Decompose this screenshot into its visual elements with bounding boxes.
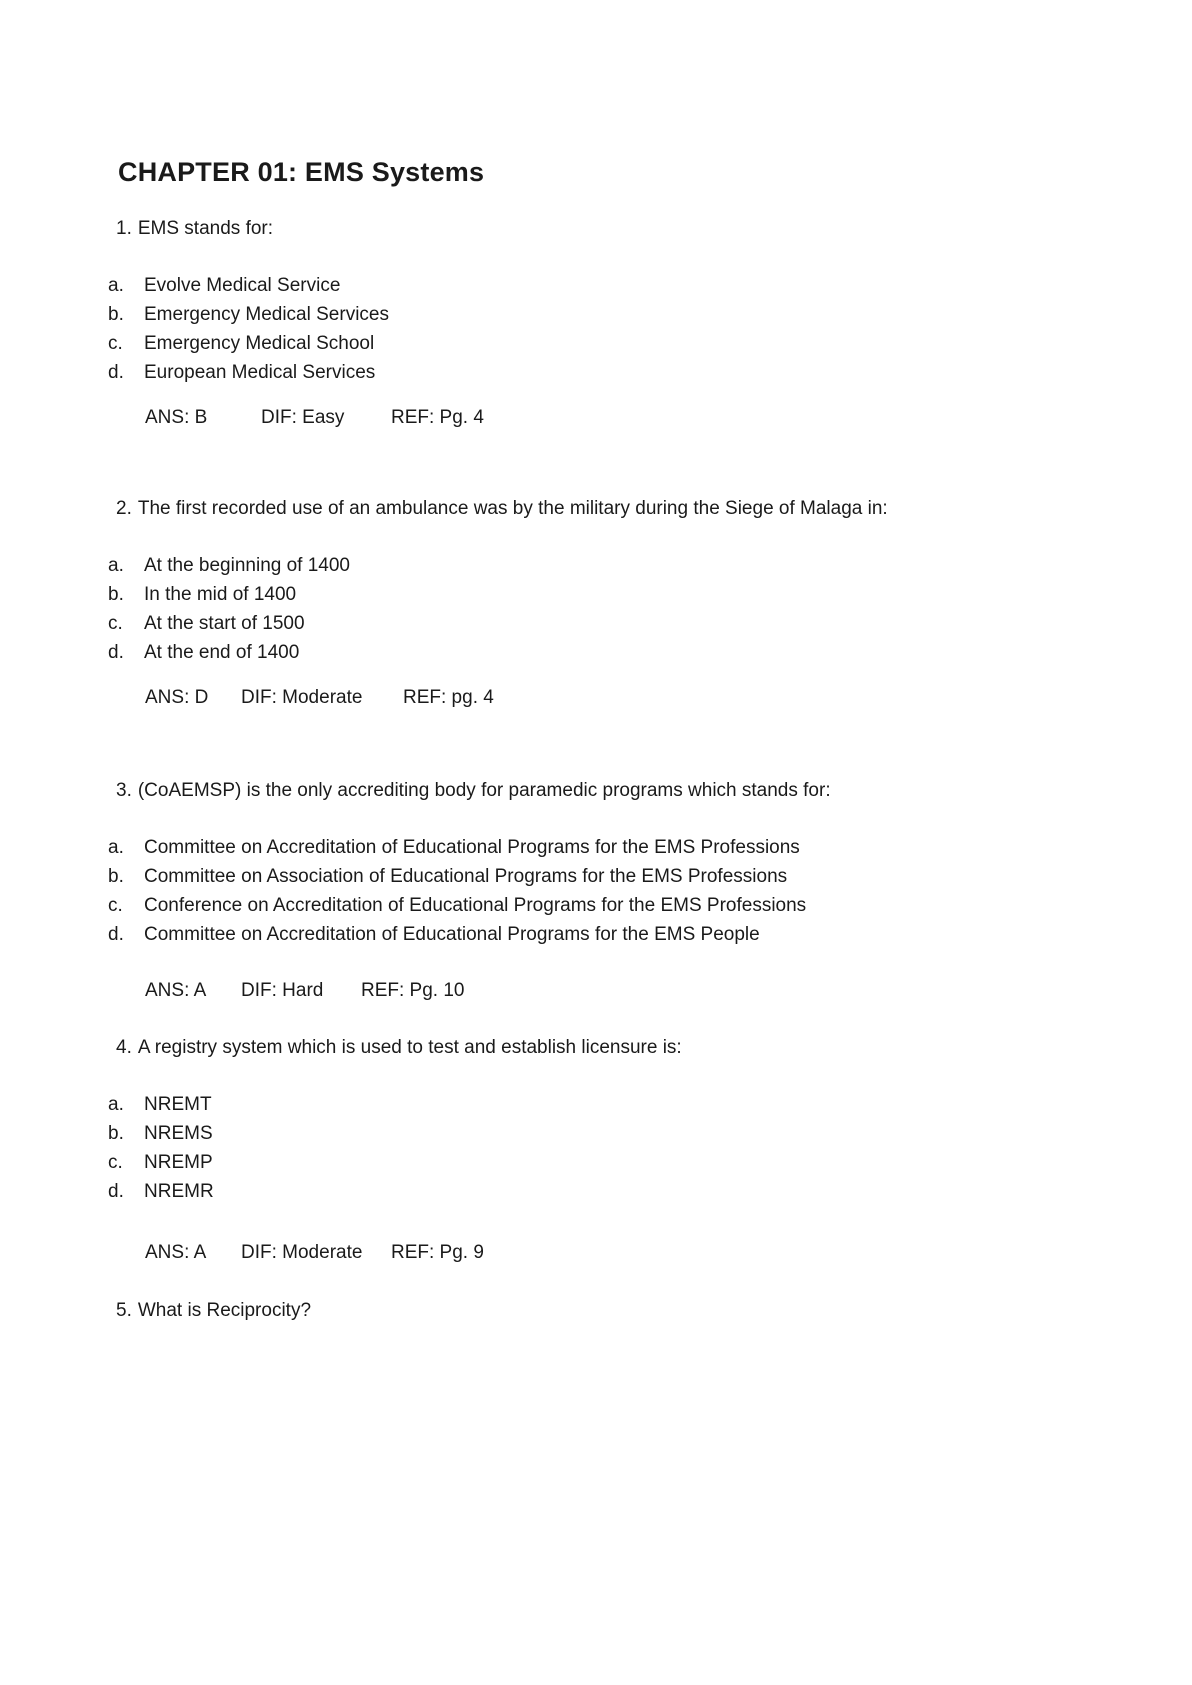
option-letter: a. xyxy=(108,1094,124,1115)
question-4 xyxy=(116,1037,682,1059)
option-3d xyxy=(108,924,760,946)
question-text: EMS stands for: xyxy=(137,218,274,239)
question-text: (CoAEMSP) is the only accrediting body for paramedic programs which stands for: xyxy=(137,780,831,801)
reference-label: REF: Pg. 10 xyxy=(361,980,465,1001)
option-letter: c. xyxy=(108,613,123,634)
option-3b xyxy=(108,866,787,888)
question-number: 2. xyxy=(116,498,132,519)
option-text: Committee on Association of Educational Programs for the EMS Professions xyxy=(144,866,788,887)
reference-label: REF: pg. 4 xyxy=(403,687,494,708)
option-2a xyxy=(108,555,350,577)
option-text: European Medical Services xyxy=(144,362,376,383)
difficulty-label: DIF: Moderate xyxy=(241,1242,363,1263)
option-2c xyxy=(108,613,305,635)
question-text: The first recorded use of an ambulance was by the military during the Siege of Malaga in: xyxy=(137,498,888,519)
answer-label: ANS: A xyxy=(145,1242,207,1263)
option-2b xyxy=(108,584,296,606)
option-text: Committee on Accreditation of Educational Programs for the EMS Professions xyxy=(144,837,800,858)
difficulty-label: DIF: Easy xyxy=(261,407,345,428)
option-3c xyxy=(108,895,806,917)
option-letter: c. xyxy=(108,895,123,916)
option-text: At the beginning of 1400 xyxy=(144,555,351,576)
option-text: NREMS xyxy=(144,1123,213,1144)
option-3a xyxy=(108,837,800,859)
question-text: A registry system which is used to test and establish licensure is: xyxy=(137,1037,682,1058)
question-number: 3. xyxy=(116,780,132,801)
option-4c xyxy=(108,1152,213,1174)
option-letter: b. xyxy=(108,866,124,887)
chapter-title: CHAPTER 01: EMS Systems xyxy=(118,157,485,187)
option-4d xyxy=(108,1181,214,1203)
option-letter: c. xyxy=(108,1152,123,1173)
option-text: NREMT xyxy=(144,1094,212,1115)
option-text: Emergency Medical School xyxy=(144,333,375,354)
option-letter: d. xyxy=(108,362,124,383)
answer-meta-4 xyxy=(145,1242,484,1264)
question-number: 1. xyxy=(116,218,132,239)
option-text: Committee on Accreditation of Educational Programs for the EMS People xyxy=(144,924,760,945)
option-text: At the end of 1400 xyxy=(144,642,300,663)
question-3 xyxy=(116,780,831,802)
answer-meta-2 xyxy=(145,687,494,709)
question-number: 5. xyxy=(116,1300,132,1321)
option-text: NREMR xyxy=(144,1181,214,1202)
answer-label: ANS: D xyxy=(145,687,209,708)
reference-label: REF: Pg. 9 xyxy=(391,1242,484,1263)
question-text: What is Reciprocity? xyxy=(137,1300,312,1321)
option-letter: d. xyxy=(108,924,124,945)
option-letter: a. xyxy=(108,555,124,576)
answer-label: ANS: A xyxy=(145,980,207,1001)
option-text: In the mid of 1400 xyxy=(144,584,297,605)
difficulty-label: DIF: Moderate xyxy=(241,687,363,708)
answer-label: ANS: B xyxy=(145,407,208,428)
option-letter: a. xyxy=(108,837,124,858)
option-letter: c. xyxy=(108,333,123,354)
option-1b xyxy=(108,304,389,326)
difficulty-label: DIF: Hard xyxy=(241,980,324,1001)
option-text: Evolve Medical Service xyxy=(144,275,341,296)
option-text: Conference on Accreditation of Educational Programs for the EMS Professions xyxy=(144,895,807,916)
option-letter: d. xyxy=(108,642,124,663)
option-1a xyxy=(108,275,340,297)
option-text: Emergency Medical Services xyxy=(144,304,389,325)
option-letter: a. xyxy=(108,275,124,296)
question-2 xyxy=(116,498,888,520)
option-1c xyxy=(108,333,374,355)
option-letter: b. xyxy=(108,1123,124,1144)
option-4a xyxy=(108,1094,212,1116)
option-text: At the start of 1500 xyxy=(144,613,305,634)
question-5 xyxy=(116,1300,311,1322)
option-2d xyxy=(108,642,299,664)
option-text: NREMP xyxy=(144,1152,213,1173)
option-letter: d. xyxy=(108,1181,124,1202)
answer-meta-3 xyxy=(145,980,465,1002)
reference-label: REF: Pg. 4 xyxy=(391,407,484,428)
question-number: 4. xyxy=(116,1037,132,1058)
option-1d xyxy=(108,362,375,384)
option-4b xyxy=(108,1123,213,1145)
option-letter: b. xyxy=(108,584,124,605)
option-letter: b. xyxy=(108,304,124,325)
question-1 xyxy=(116,218,273,240)
answer-meta-1 xyxy=(145,407,484,429)
